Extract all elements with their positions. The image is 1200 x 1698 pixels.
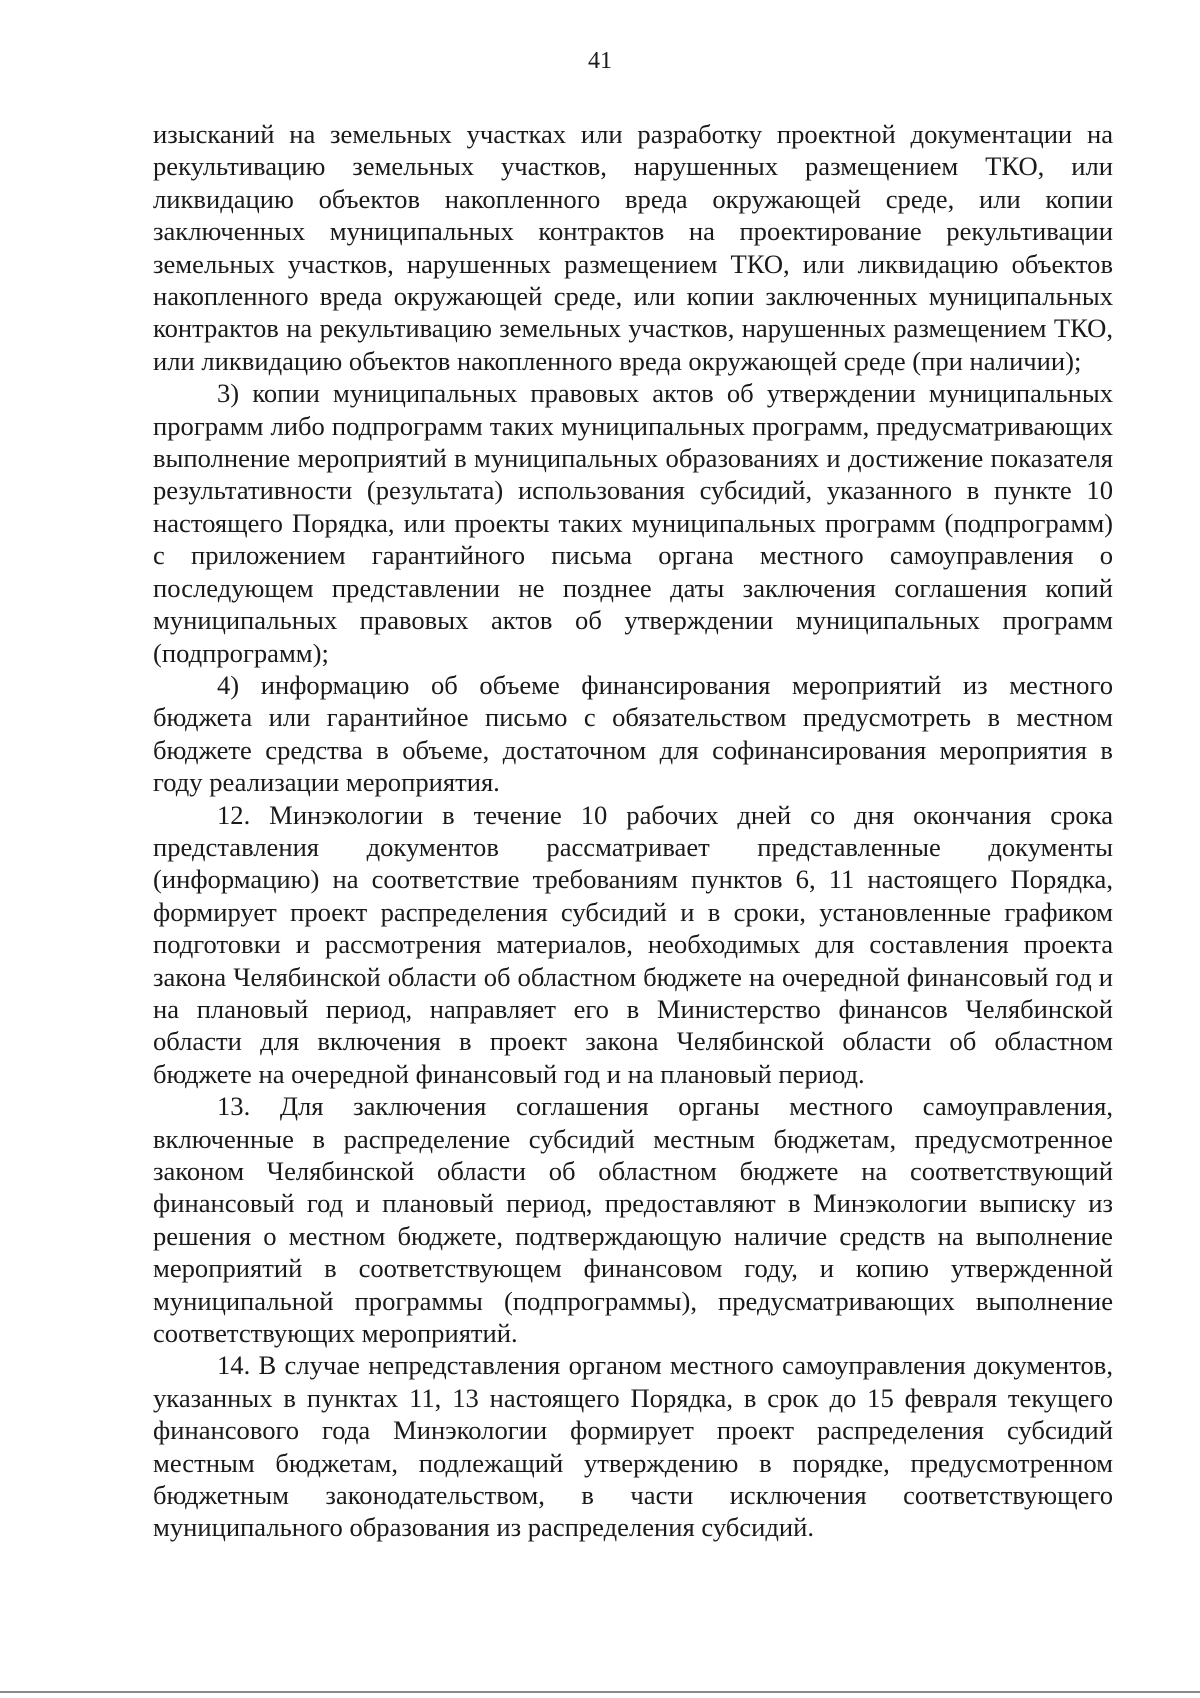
paragraph-continuation: изысканий на земельных участках или разработку проектной документации на рекультивацию земельных участков, нарушенных размещением ТКО, или ликвидацию объектов накопленного вреда окружающей среде, или копии заключенных муниципальных контрактов на проектирование рекультивации земельных участков, нарушенных размещением ТКО, или ликвидацию объектов накопленного вреда окружающей среде, или копии заключенных муниципальных контрактов на рекультивацию земельных участков, нарушенных размещением ТКО, или ликвидацию объектов накопленного вреда окружающей среде (при наличии); (153, 119, 1113, 376)
scan-bottom-edge (0, 1691, 1200, 1693)
paragraph-clause-14: 14. В случае непредставления органом местного самоуправления документов, указанных в пунктах 11, 13 настоящего Порядка, в срок до 15 февраля текущего финансового года Минэкологии формирует проект распределения субсидий местным бюджетам, подлежащий утверждению в порядке, предусмотренном бюджетным законодательством, в части исключения соответствующего муниципального образования из распределения субсидий. (153, 1350, 1113, 1543)
paragraph-clause-13: 13. Для заключения соглашения органы местного самоуправления, включенные в распределение субсидий местным бюджетам, предусмотренное законом Челябинской области об областном бюджете на соответствующий финансовый год и плановый период, предоставляют в Минэкологии выписку из решения о местном бюджете, подтверждающую наличие средств на выполнение мероприятий в соответствующем финансовом году, и копию утвержденной муниципальной программы (подпрограммы), предусматривающих выполнение соответствующих мероприятий. (153, 1091, 1113, 1349)
page-number: 41 (588, 48, 612, 74)
paragraph-item-4: 4) информацию об объеме финансирования мероприятий из местного бюджета или гарантийное письмо с обязательством предусмотреть в местном бюджете средства в объеме, достаточном для софинансирования мероприятия в году реализации мероприятия. (153, 669, 1113, 798)
paragraph-item-3: 3) копии муниципальных правовых актов об утверждении муниципальных программ либо подпрограмм таких муниципальных программ, предусматривающих выполнение мероприятий в муниципальных образованиях и достижение показателя результативности (результата) использования субсидий, указанного в пункте 10 настоящего Порядка, или проекты таких муниципальных программ (подпрограмм) с приложением гарантийного письма органа местного самоуправления о последующем представлении не позднее даты заключения соглашения копий муниципальных правовых актов об утверждении муниципальных программ (подпрограмм); (153, 378, 1113, 668)
document-body (153, 118, 1113, 1544)
paragraph-clause-12: 12. Минэкологии в течение 10 рабочих дней со дня окончания срока представления документов рассматривает представленные документы (информацию) на соответствие требованиям пунктов 6, 11 настоящего Порядка, формирует проект распределения субсидий и в сроки, установленные графиком подготовки и рассмотрения материалов, необходимых для составления проекта закона Челябинской области об областном бюджете на очередной финансовый год и на плановый период, направляет его в Министерство финансов Челябинской области для включения в проект закона Челябинской области об областном бюджете на очередной финансовый год и на плановый период. (153, 799, 1113, 1089)
